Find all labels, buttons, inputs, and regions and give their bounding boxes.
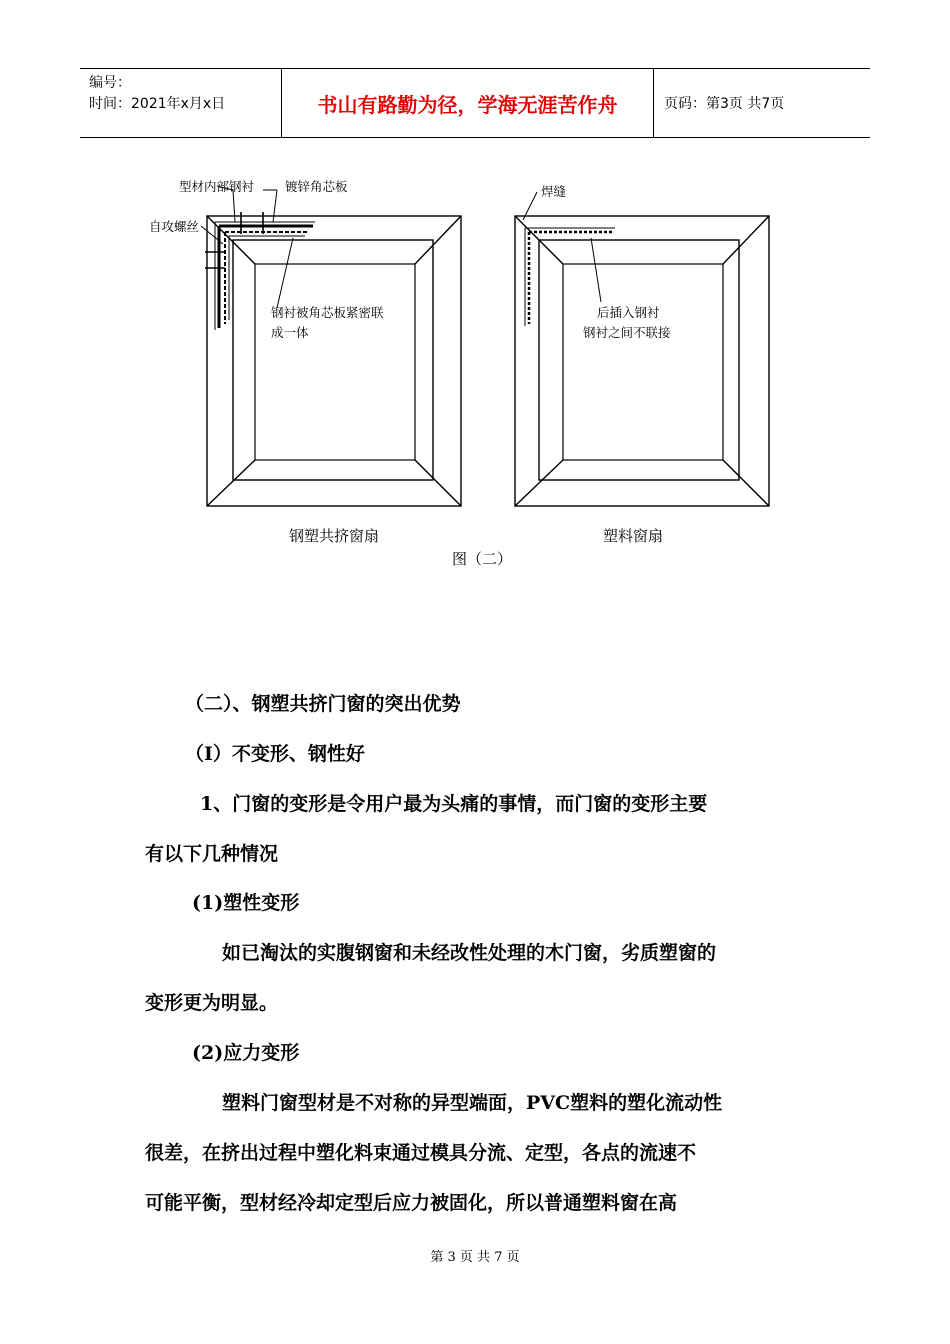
label-corner-plate: 镀锌角芯板 [285,179,348,194]
header-page-cell [654,69,870,137]
label-inner-steel: 型材内部钢衬 [179,179,255,194]
item2-title: (2)应力变形 [192,1042,300,1064]
time-label: 时间：2021年x月x日 [89,96,226,112]
para3-line3: 可能平衡，型材经冷却定型后应力被固化，所以普通塑料窗在高 [145,1192,678,1214]
item1-title: (1)塑性变形 [192,892,300,914]
label-left-note-line1: 钢衬被角芯板紧密联 [271,305,384,320]
para2-line2: 变形更为明显。 [145,992,279,1014]
label-right-note-line2: 钢衬之间不联接 [583,325,671,340]
para3-line2: 很差，在挤出过程中塑化料束通过模具分流、定型，各点的流速不 [145,1142,697,1164]
page-footer: 第 3 页 共 7 页 [430,1250,520,1265]
header-table [80,68,870,138]
para2-line1: 如已淘汰的实腹钢窗和未经改性处理的木门窗，劣质塑窗的 [222,942,717,964]
right-caption: 塑料窗扇 [602,527,664,545]
page-label: 页码：第3页 共7页 [664,96,785,112]
label-left-note-line2: 成一体 [271,325,309,340]
header-motto-cell [282,69,654,137]
label-right-note-line1: 后插入钢衬 [597,305,660,320]
header-meta-cell [80,69,282,137]
number-label: 编号： [89,75,131,91]
para1-line2: 有以下几种情况 [145,843,279,865]
label-screw: 自攻螺丝 [149,219,200,234]
para1-line1: 1、门窗的变形是令用户最为头痛的事情，而门窗的变形主要 [200,793,708,815]
section-heading: （二）、钢塑共挤门窗的突出优势 [185,693,461,715]
window-sash-figure [145,160,787,578]
subsection-heading: （Ⅰ）不变形、钢性好 [185,743,365,765]
sash-diagram [145,160,787,578]
label-weld: 焊缝 [541,184,567,199]
motto-text: 书山有路勤为径，学海无涯苦作舟 [317,92,618,117]
figure-caption: 图（二） [451,550,513,568]
left-caption: 钢塑共挤窗扇 [288,527,380,545]
para3-line1: 塑料门窗型材是不对称的异型端面，PVC塑料的塑化流动性 [222,1092,723,1114]
